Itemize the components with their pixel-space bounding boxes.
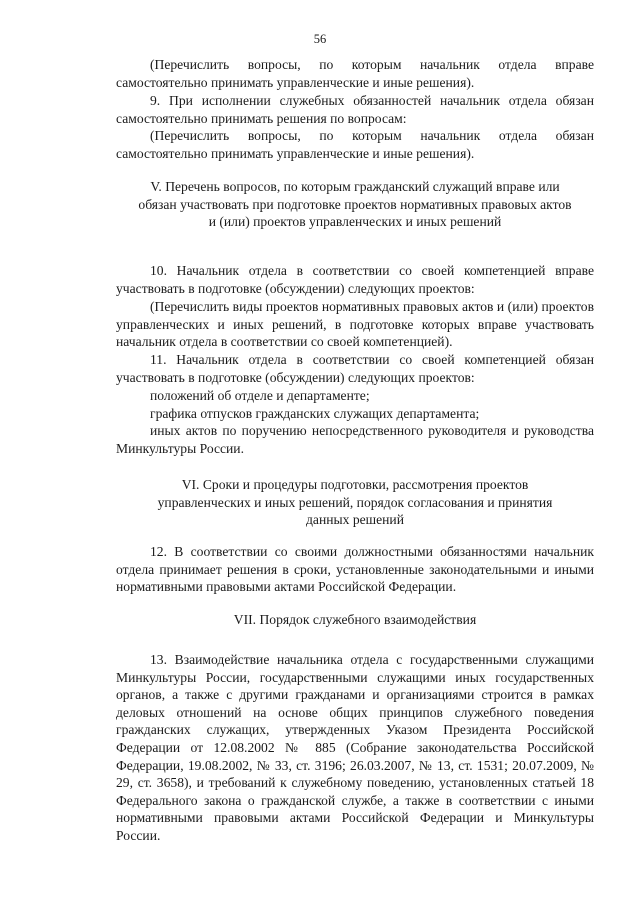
section-heading-v bbox=[136, 178, 574, 231]
paragraph: (Перечислить вопросы, по которым начальник отдела обязан самостоятельно принимать управленческие и иные решения). bbox=[116, 128, 594, 161]
paragraph: иных актов по поручению непосредственного руководителя и руководства Минкультуры России. bbox=[116, 423, 594, 456]
paragraph: графика отпусков гражданских служащих департамента; bbox=[150, 406, 480, 421]
paragraph: (Перечислить виды проектов нормативных правовых актов и (или) проектов управленческих и иных решений, в подготовке которых вправе участвовать начальник отдела в соответствии со своей компетенцией). bbox=[116, 299, 594, 350]
paragraph-list-projects bbox=[116, 298, 594, 351]
paragraph: 11. Начальник отдела в соответствии со своей компетенцией обязан участвовать в подготовке (обсуждении) следующих проектов: bbox=[116, 352, 594, 385]
list-item bbox=[116, 405, 594, 423]
paragraph-list-vprave bbox=[116, 56, 594, 91]
paragraph: 9. При исполнении служебных обязанностей начальник отдела обязан самостоятельно принимать решения по вопросам: bbox=[116, 93, 594, 126]
paragraph: 10. Начальник отдела в соответствии со своей компетенцией вправе участвовать в подготовке (обсуждении) следующих проектов: bbox=[116, 263, 594, 296]
section-heading-vii bbox=[116, 611, 594, 629]
paragraph-item-11 bbox=[116, 351, 594, 386]
paragraph-item-13 bbox=[116, 651, 594, 845]
paragraph: 12. В соответствии со своими должностными обязанностями начальник отдела принимает решения в сроки, установленные законодательными и иными нормативными правовыми актами Российской Федерации. bbox=[116, 544, 594, 595]
paragraph: 13. Взаимодействие начальника отдела с государственными служащими Минкультуры России, государственными служащими иных государственных органов, а также с другими гражданами и организациями строится в рамках деловых отношений на основе общих принципов служебного поведения гражданских служащих, утвержденных Указом Президента Российской Федерации от 12.08.2002 № 885 (Собрание законодательства Российской Федерации, 19.08.2002, № 33, ст. 3196; 26.03.2007, № 13, ст. 1531; 20.07.2009, № 29, ст. 3658), и требований к служебному поведению, установленных статьей 18 Федерального закона о гражданской службе, а также в соответствии с иными нормативными правовыми актами Российской Федерации и Минкультуры России. bbox=[116, 652, 594, 843]
page-number: 56 bbox=[313, 32, 327, 46]
paragraph: положений об отделе и департаменте; bbox=[150, 388, 370, 403]
section-title: V. Перечень вопросов, по которым гражданский служащий вправе или обязан участвовать при подготовке проектов нормативных правовых актов и (или) проектов управленческих и иных решений bbox=[138, 179, 572, 230]
paragraph-item-9 bbox=[116, 92, 594, 127]
section-title: VII. Порядок служебного взаимодействия bbox=[233, 612, 477, 627]
list-item bbox=[116, 422, 594, 457]
list-item bbox=[116, 387, 594, 405]
paragraph-list-obyazan bbox=[116, 127, 594, 162]
paragraph-item-10 bbox=[116, 262, 594, 297]
section-heading-vi bbox=[146, 476, 564, 529]
paragraph: (Перечислить вопросы, по которым начальник отдела вправе самостоятельно принимать управленческие и иные решения). bbox=[116, 57, 594, 90]
section-title: VI. Сроки и процедуры подготовки, рассмотрения проектов управленческих и иных решений, порядок согласования и принятия данных решений bbox=[157, 477, 553, 528]
paragraph-item-12 bbox=[116, 543, 594, 596]
